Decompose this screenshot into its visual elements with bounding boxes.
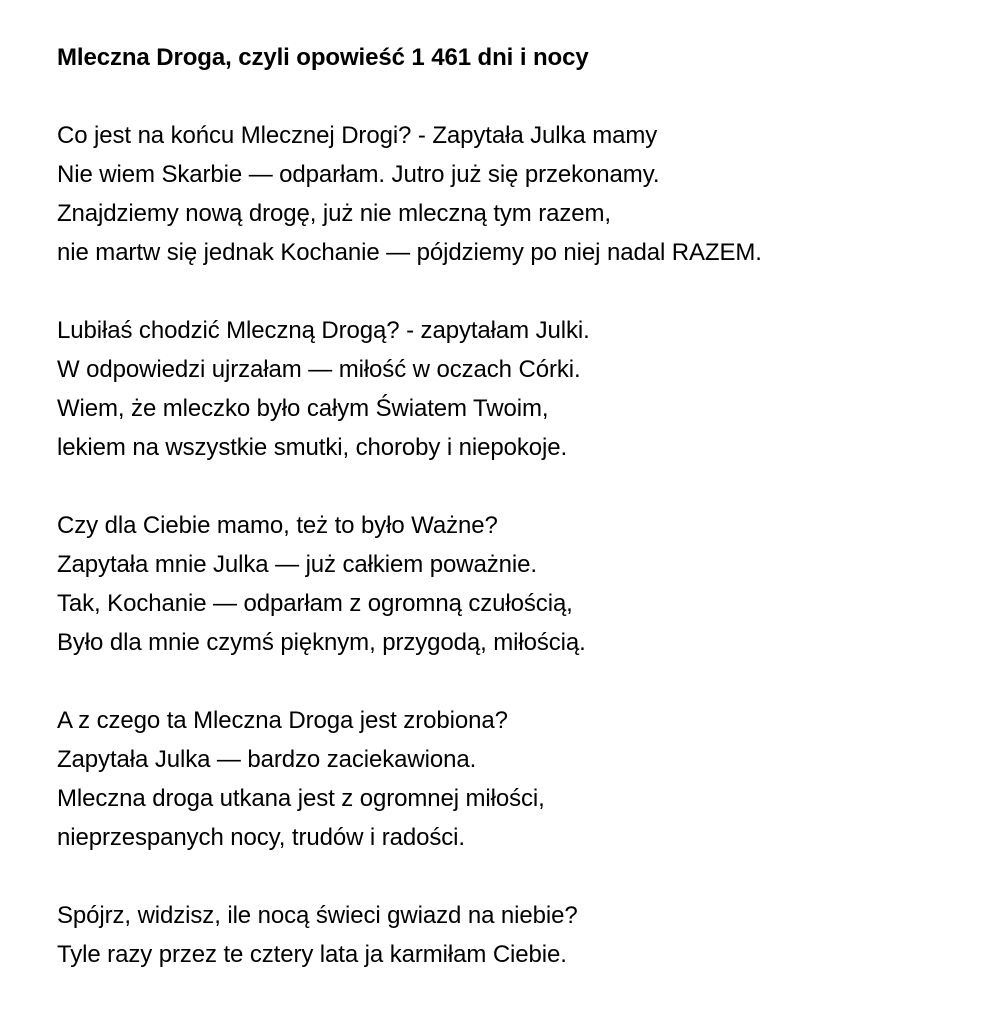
poem-line: Znajdziemy nową drogę, już nie mleczną tym razem,: [57, 200, 611, 227]
poem-line: Tak, Kochanie — odparłam z ogromną czułością,: [57, 590, 573, 617]
poem-line: nie martw się jednak Kochanie — pójdziemy po niej nadal RAZEM.: [57, 239, 762, 266]
poem-line: Zapytała mnie Julka — już całkiem poważnie.: [57, 551, 537, 578]
poem-line: lekiem na wszystkie smutki, choroby i niepokoje.: [57, 434, 568, 461]
poem-line: Czy dla Ciebie mamo, też to było Ważne?: [57, 512, 498, 539]
poem-line: Spójrz, widzisz, ile nocą świeci gwiazd na niebie?: [57, 902, 578, 929]
poem-line: Co jest na końcu Mlecznej Drogi? - Zapytała Julka mamy: [57, 122, 658, 149]
poem-line: Wiem, że mleczko było całym Światem Twoim,: [57, 395, 549, 422]
stanza-4: [57, 701, 967, 857]
stanza-2: [57, 311, 967, 467]
poem-line: Lubiłaś chodzić Mleczną Drogą? - zapytałam Julki.: [57, 317, 590, 344]
poem-line: W odpowiedzi ujrzałam — miłość w oczach Córki.: [57, 356, 581, 383]
poem-line: Nie wiem Skarbie — odparłam. Jutro już się przekonamy.: [57, 161, 660, 188]
poem-line: A z czego ta Mleczna Droga jest zrobiona?: [57, 707, 508, 734]
poem-document: [57, 38, 967, 974]
poem-line: Zapytała Julka — bardzo zaciekawiona.: [57, 746, 477, 773]
stanza-3: [57, 506, 967, 662]
poem-title: Mleczna Droga, czyli opowieść 1 461 dni i nocy: [57, 44, 589, 71]
poem-line: Mleczna droga utkana jest z ogromnej miłości,: [57, 785, 545, 812]
stanza-5: [57, 896, 967, 974]
poem-line: Było dla mnie czymś pięknym, przygodą, miłością.: [57, 629, 586, 656]
stanza-1: [57, 116, 967, 272]
poem-line: Tyle razy przez te cztery lata ja karmiłam Ciebie.: [57, 941, 567, 968]
poem-line: nieprzespanych nocy, trudów i radości.: [57, 824, 465, 851]
